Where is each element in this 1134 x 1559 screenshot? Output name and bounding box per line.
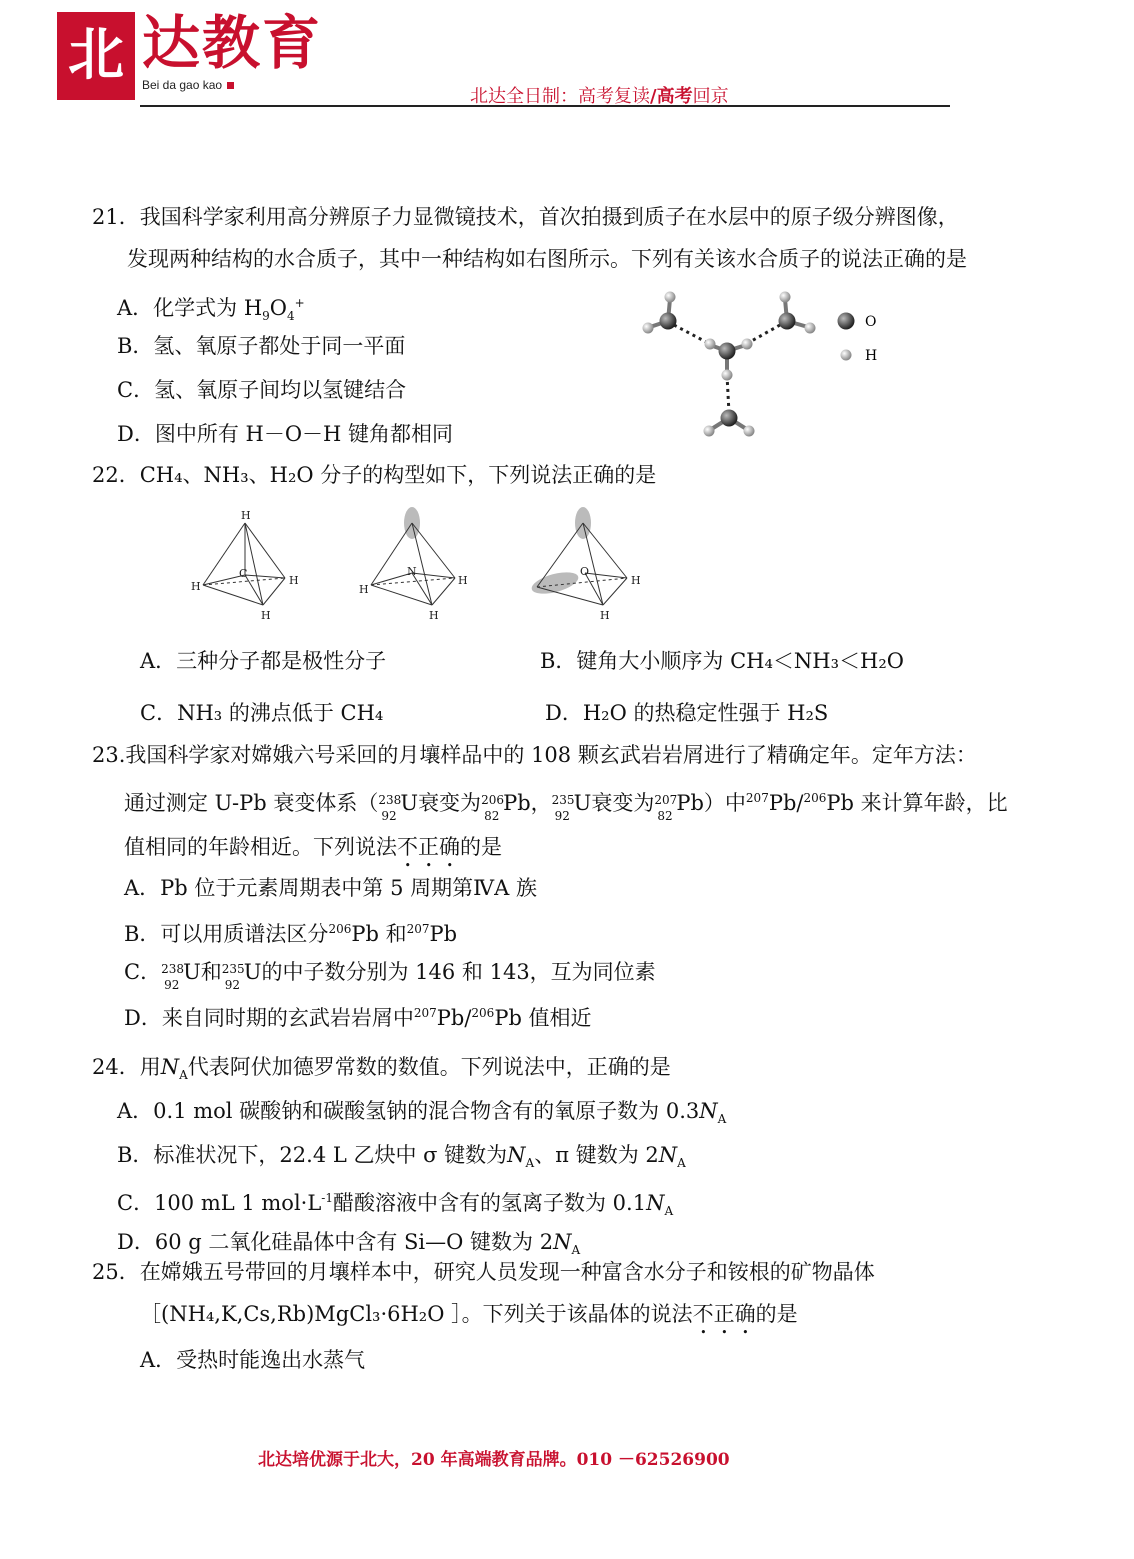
q24-d-na-sub: A — [571, 1243, 581, 1258]
ratio-207-sup: 207 — [745, 791, 769, 805]
u238-z: 92 — [381, 809, 397, 823]
q23-stem-line2 — [124, 784, 1008, 823]
footer-text: 北达培优源于北大，20 年高端教育品牌。010 －62526900 — [258, 1450, 730, 1470]
pb206-symbol: Pb — [503, 791, 531, 815]
q21-option-a — [117, 289, 305, 330]
pb207-z: 82 — [657, 809, 673, 823]
pb206-mass: 206 — [481, 793, 504, 807]
q22-option-d: D．H₂O 的热稳定性强于 H₂S — [545, 701, 829, 725]
q24-c-a: C．100 mL 1 mol·L — [117, 1191, 322, 1215]
u235-mass: 235 — [551, 793, 575, 807]
q23-d-c: Pb 值相近 — [494, 1006, 592, 1030]
logo-title: 达教育 — [142, 9, 323, 77]
q23-d-a: D．来自同时期的玄武岩岩屑中 — [124, 1006, 414, 1030]
q23-emphasis: 不正确 — [397, 835, 460, 859]
nh3-h-left: H — [359, 583, 369, 596]
q21-a-sub1: 9 — [262, 309, 270, 324]
q21-stem-line2: 发现两种结构的水合质子，其中一种结构如右图所示。下列有关该水合质子的说法正确的是 — [127, 247, 967, 271]
c-u238-mass: 238 — [161, 962, 184, 976]
q23-stem3-a: 值相同的年龄相近。下列说法 — [124, 835, 397, 859]
q22-stem: 22．CH₄、NH₃、H₂O 分子的构型如下，下列说法正确的是 — [92, 463, 657, 487]
q24-a-na: N — [699, 1099, 718, 1123]
legend-o-label: O — [865, 314, 877, 330]
q24-c-na-sub: A — [664, 1204, 674, 1219]
q24-a-na-sub: A — [717, 1112, 727, 1127]
q21-option-c: C．氢、氧原子间均以氢键结合 — [117, 378, 407, 402]
u238-notation — [378, 790, 402, 823]
ch4-h-top: H — [241, 509, 251, 522]
c-u238-z: 92 — [164, 978, 180, 992]
q22-molecule-figures — [185, 505, 665, 625]
q24-d-a: D．60 g 二氧化硅晶体中含有 Si—O 键数为 2 — [117, 1230, 554, 1254]
ch4-c-center: C — [239, 567, 248, 580]
q24-c-na: N — [646, 1191, 665, 1215]
q24-b-a: B．标准状况下，22.4 L 乙炔中 σ 键数为 — [117, 1143, 508, 1167]
q23-b-c: Pb — [429, 922, 458, 946]
header-rule — [140, 105, 950, 107]
ch4-h-left: H — [191, 580, 201, 593]
c-u238-notation — [161, 959, 184, 992]
q24-c-sup: -1 — [321, 1191, 333, 1205]
q24-stem-b: 代表阿伏加德罗常数的数值。下列说法中，正确的是 — [187, 1055, 671, 1079]
q24-stem-a: 24．用 — [92, 1055, 161, 1079]
q22-option-c: C．NH₃ 的沸点低于 CH₄ — [140, 701, 384, 725]
q24-b-na2: N — [658, 1143, 678, 1167]
nh3-n-center: N — [407, 565, 417, 578]
nh3-h-right: H — [458, 574, 468, 587]
q23-option-d — [124, 999, 592, 1032]
q25-stem2-b: 的是 — [755, 1302, 798, 1326]
q24-b-na1-sub: A — [525, 1156, 535, 1171]
q25-stem2-a: ［(NH₄,K,Cs,Rb)MgCl₃·6H₂O ］。下列关于该晶体的说法 — [140, 1302, 693, 1326]
q24-stem — [92, 1053, 671, 1089]
logo-sub-text: Bei da gao kao — [142, 78, 223, 92]
q24-na-sub: A — [179, 1068, 188, 1083]
q24-option-b — [117, 1141, 686, 1177]
c-u235-symbol: U — [243, 960, 262, 984]
logo-char: 北 — [68, 23, 124, 88]
q24-na: N — [160, 1055, 180, 1079]
q25-stem-line1: 25．在嫦娥五号带回的月壤样本中，研究人员发现一种富含水分子和铵根的矿物晶体 — [92, 1260, 875, 1284]
q24-b-na1: N — [507, 1143, 526, 1167]
tagline-part-b: /高考 — [650, 86, 693, 107]
u238-symbol: U — [400, 791, 419, 815]
u235-notation — [551, 790, 575, 823]
u235-symbol: U — [573, 791, 592, 815]
q21-a-sub2: 4 — [287, 309, 295, 324]
q25-emphasis: 不正确 — [692, 1302, 756, 1326]
h2o-o-center: O — [580, 565, 590, 578]
u238-mass: 238 — [378, 793, 402, 807]
q23-stem-line3 — [124, 833, 502, 872]
q23-stem2-a: 通过测定 U-Pb 衰变体系（ — [124, 791, 379, 815]
legend-hydrogen-icon — [841, 350, 852, 361]
ch4-h-right: H — [289, 574, 299, 587]
tagline-part-c: 回京 — [692, 86, 729, 107]
q21-a-mid: O — [269, 296, 288, 320]
q24-option-a — [117, 1097, 726, 1133]
q23-option-a: A．Pb 位于元素周期表中第 5 周期第ⅣA 族 — [124, 876, 537, 900]
q23-comma: ， — [530, 791, 552, 815]
q23-d-207: 207 — [413, 1006, 437, 1020]
pb207-mass: 207 — [654, 793, 678, 807]
c-u238-symbol: U — [183, 960, 201, 984]
ch4-h-bottom: H — [261, 609, 271, 622]
legend-h-label: H — [865, 348, 878, 364]
q25-stem-line2 — [140, 1300, 798, 1339]
q21-a-sup: + — [294, 296, 305, 310]
q24-d-na: N — [553, 1230, 572, 1254]
pb207-notation — [654, 790, 678, 823]
q21-hydrated-proton-figure — [630, 285, 890, 445]
q24-a-a: A．0.1 mol 碳酸钠和碳酸氢钠的混合物含有的氧原子数为 0.3 — [117, 1099, 700, 1123]
logo-subtitle — [142, 78, 234, 92]
q24-option-c — [117, 1184, 673, 1225]
q21-stem-line1: 21．我国科学家利用高分辨原子力显微镜技术，首次拍摄到质子在水层中的原子级分辨图像， — [92, 205, 959, 229]
q23-b-b: Pb 和 — [351, 922, 407, 946]
q23-c-a: C． — [124, 960, 162, 984]
q23-c-and: 和 — [200, 960, 222, 984]
q23-option-c — [124, 958, 656, 992]
c-u235-z: 92 — [224, 978, 241, 992]
tagline-part-a: 北达全日制：高考复读 — [470, 86, 650, 107]
ratio-206-sup: 206 — [803, 791, 827, 805]
u235-z: 92 — [554, 809, 570, 823]
q21-option-b: B．氢、氧原子都处于同一平面 — [117, 334, 406, 358]
q22-option-b: B．键角大小顺序为 CH₄＜NH₃＜H₂O — [540, 649, 904, 673]
q22-option-a: A．三种分子都是极性分子 — [140, 649, 387, 673]
q24-b-b: 、π 键数为 2 — [534, 1143, 659, 1167]
logo-box — [57, 12, 135, 100]
q23-decay-word-1: 衰变为 — [418, 791, 482, 815]
q25-option-a: A．受热时能逸出水蒸气 — [140, 1348, 366, 1372]
legend-oxygen-icon — [838, 313, 855, 330]
h2o-h-bottom: H — [600, 609, 610, 622]
q21-a-text: A．化学式为 H — [117, 296, 263, 320]
c-u235-notation — [221, 959, 245, 992]
pb207-symbol: Pb — [676, 791, 704, 815]
h2o-h-right: H — [631, 574, 641, 587]
pb206-z: 82 — [484, 809, 500, 823]
logo-square-icon — [227, 82, 234, 89]
q23-option-b — [124, 915, 457, 948]
q24-b-na2-sub: A — [677, 1156, 686, 1171]
q24-c-b: 醋酸溶液中含有的氢离子数为 0.1 — [333, 1191, 647, 1215]
q23-d-b: Pb/ — [436, 1006, 472, 1030]
q23-stem-line1: 23.我国科学家对嫦娥六号采回的月壤样品中的 108 颗玄武岩岩屑进行了精确定年。定年方法： — [92, 743, 977, 767]
q21-option-d: D．图中所有 H－O－H 键角都相同 — [117, 422, 454, 446]
q23-stem3-b: 的是 — [460, 835, 502, 859]
q23-stem2-b: ）中 — [703, 791, 746, 815]
nh3-h-bottom: H — [429, 609, 439, 622]
q23-d-206: 206 — [471, 1006, 495, 1020]
pb206-notation — [481, 790, 504, 823]
q23-c-b: 的中子数分别为 146 和 143，互为同位素 — [261, 960, 656, 984]
c-u235-mass: 235 — [221, 962, 245, 976]
q23-stem2-c: Pb 来计算年龄，比 — [826, 791, 1008, 815]
q23-b-a: B．可以用质谱法区分 — [124, 922, 329, 946]
ch4-figure — [203, 523, 285, 605]
q23-decay-word-2: 衰变为 — [591, 791, 655, 815]
q23-b-207: 207 — [406, 922, 430, 936]
q23-b-206: 206 — [328, 922, 352, 936]
q23-ratio-a: Pb/ — [768, 791, 804, 815]
